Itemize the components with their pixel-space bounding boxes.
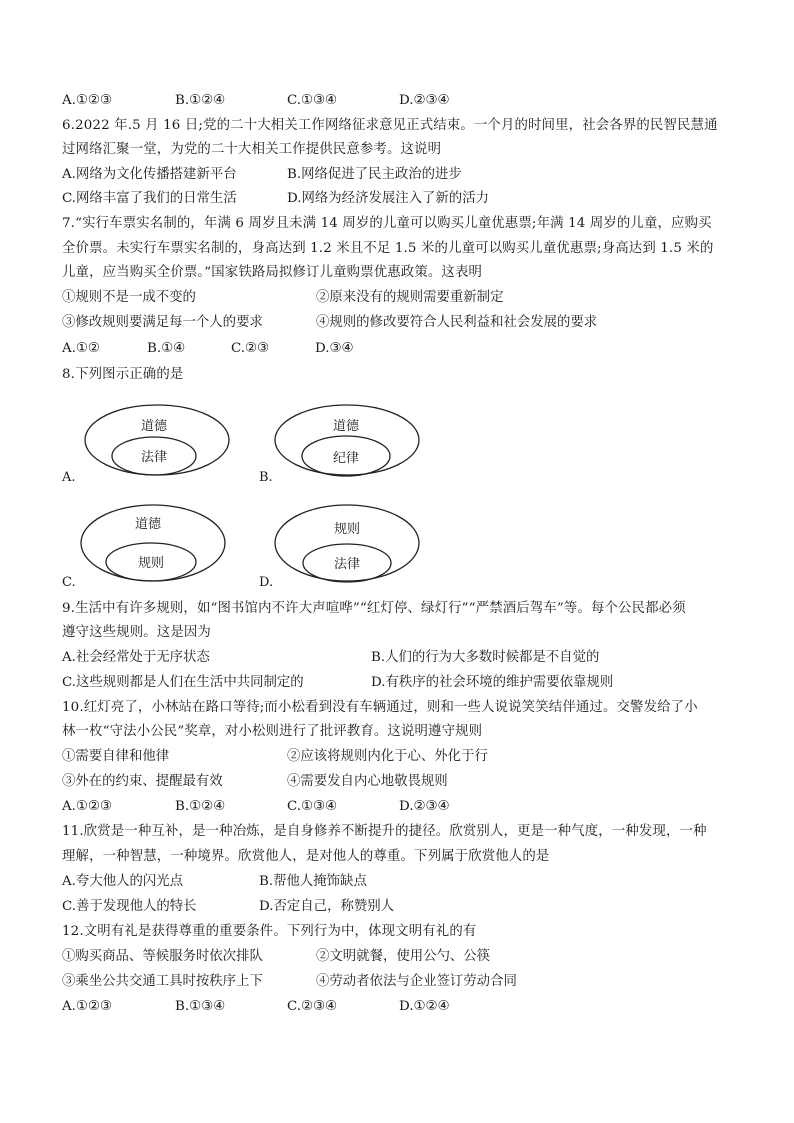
q11-option-a: A.夸大他人的闪光点: [62, 874, 184, 889]
diagram-c: [78, 503, 228, 585]
q5-option-b: B.①②④: [175, 93, 226, 108]
q12-item-3: ③乘坐公共交通工具时按秩序上下: [62, 974, 263, 989]
q11-stem-line-1: 11.欣赏是一种互补，是一种冶炼，是自身修养不断提升的捷径。欣赏别人，更是一种气度，一种发现，一种: [62, 824, 707, 839]
q7-item-2: ②原来没有的规则需要重新制定: [316, 290, 504, 305]
q12-option-d: D.①②④: [399, 999, 450, 1014]
q9-option-b: B.人们的行为大多数时候都是不自觉的: [371, 650, 600, 665]
q10-item-4: ④需要发自内心地敬畏规则: [287, 774, 448, 789]
q6-stem-line-1: 6.2022 年.5 月 16 日;党的二十大相关工作网络征求意见正式结束。一个月的时间里，社会各界的民智民慧通: [62, 118, 718, 133]
q6-option-c: C.网络丰富了我们的日常生活: [62, 191, 237, 206]
q7-option-d: D.③④: [315, 341, 354, 356]
diagram-d-inner-label: 法律: [333, 557, 361, 572]
q10-option-a: A.①②③: [62, 799, 112, 814]
q12-option-c: C.②③④: [287, 999, 338, 1014]
q8-stem: 8.下列图示正确的是: [62, 367, 184, 382]
q5-option-c: C.①③④: [287, 93, 338, 108]
q7-stem-line-3: 儿童，应当购买全价票。”国家铁路局拟修订儿童购票优惠政策。这表明: [62, 265, 483, 280]
q7-item-3: ③修改规则要满足每一个人的要求: [62, 315, 263, 330]
q5-option-a: A.①②③: [62, 93, 112, 108]
diagram-d-label: D.: [259, 575, 274, 590]
q7-option-a: A.①②: [62, 341, 100, 356]
q10-item-1: ①需要自律和他律: [62, 749, 170, 764]
q7-option-c: C.②③: [231, 341, 270, 356]
q7-stem-line-1: 7.“实行车票实名制的，年满 6 周岁且未满 14 周岁的儿童可以购买儿童优惠票;年满 14 周岁的儿童，应购买: [62, 216, 712, 231]
q10-option-d: D.②③④: [399, 799, 450, 814]
q11-stem-line-2: 理解，一种智慧，一种境界。欣赏他人，是对他人的尊重。下列属于欣赏他人的是: [62, 849, 550, 864]
diagram-d: [272, 503, 422, 585]
q9-stem-line-2: 遵守这些规则。这是因为: [62, 625, 211, 640]
diagram-b-outer-label: 道德: [332, 419, 360, 434]
diagram-a: [82, 402, 232, 482]
q7-stem-line-2: 全价票。未实行车票实名制的，身高达到 1.2 米且不足 1.5 米的儿童可以购买儿童优惠票;身高达到 1.5 米的: [62, 241, 714, 256]
q9-option-a: A.社会经常处于无序状态: [62, 650, 210, 665]
q11-option-c: C.善于发现他人的特长: [62, 899, 197, 914]
q9-stem-line-1: 9.生活中有许多规则，如“图书馆内不许大声喧哗”“红灯停、绿灯行”“严禁酒后驾车”等。每个公民都必须: [62, 601, 686, 616]
diagram-c-inner-label: 规则: [137, 556, 165, 571]
diagram-c-outer-label: 道德: [134, 517, 162, 532]
q12-option-a: A.①②③: [62, 999, 112, 1014]
q9-option-c: C.这些规则都是人们在生活中共同制定的: [62, 675, 304, 690]
q11-option-b: B.帮他人掩饰缺点: [259, 874, 367, 889]
q12-item-2: ②文明就餐，使用公勺、公筷: [316, 949, 491, 964]
q6-option-d: D.网络为经济发展注入了新的活力: [287, 191, 489, 206]
q12-item-4: ④劳动者依法与企业签订劳动合同: [316, 974, 517, 989]
q10-item-3: ③外在的约束、提醒最有效: [62, 774, 223, 789]
diagram-d-outer-label: 规则: [333, 522, 361, 537]
q12-stem: 12.文明有礼是获得尊重的重要条件。下列行为中，体现文明有礼的有: [62, 924, 477, 939]
q6-stem-line-2: 过网络汇聚一堂，为党的二十大相关工作提供民意参考。这说明: [62, 142, 442, 157]
q10-option-b: B.①②④: [175, 799, 226, 814]
q10-item-2: ②应该将规则内化于心、外化于行: [287, 749, 488, 764]
diagram-c-label: C.: [62, 575, 76, 590]
q10-option-c: C.①③④: [287, 799, 338, 814]
q9-option-d: D.有秩序的社会环境的维护需要依靠规则: [371, 675, 614, 690]
q12-option-b: B.①③④: [175, 999, 226, 1014]
q7-option-b: B.①④: [147, 341, 186, 356]
q5-option-d: D.②③④: [399, 93, 450, 108]
q6-option-a: A.网络为文化传播搭建新平台: [62, 167, 237, 182]
diagram-b-inner-label: 纪律: [332, 451, 360, 466]
diagram-a-label: A.: [62, 470, 76, 485]
q11-option-d: D.否定自己，称赞别人: [259, 899, 395, 914]
q12-item-1: ①购买商品、等候服务时依次排队: [62, 949, 263, 964]
q7-item-1: ①规则不是一成不变的: [62, 290, 196, 305]
q10-stem-line-1: 10.红灯亮了，小林站在路口等待;而小松看到没有车辆通过，则和一些人说说笑笑结伴通过。交警发给了小: [62, 700, 698, 715]
diagram-a-outer-label: 道德: [140, 419, 168, 434]
diagram-b: [272, 402, 422, 482]
diagram-a-inner-label: 法律: [140, 450, 168, 465]
q10-stem-line-2: 林一枚“守法小公民”奖章，对小松则进行了批评教育。这说明遵守规则: [62, 724, 483, 739]
q7-item-4: ④规则的修改要符合人民利益和社会发展的要求: [316, 315, 598, 330]
q6-option-b: B.网络促进了民主政治的进步: [287, 167, 462, 182]
diagram-b-label: B.: [259, 470, 273, 485]
